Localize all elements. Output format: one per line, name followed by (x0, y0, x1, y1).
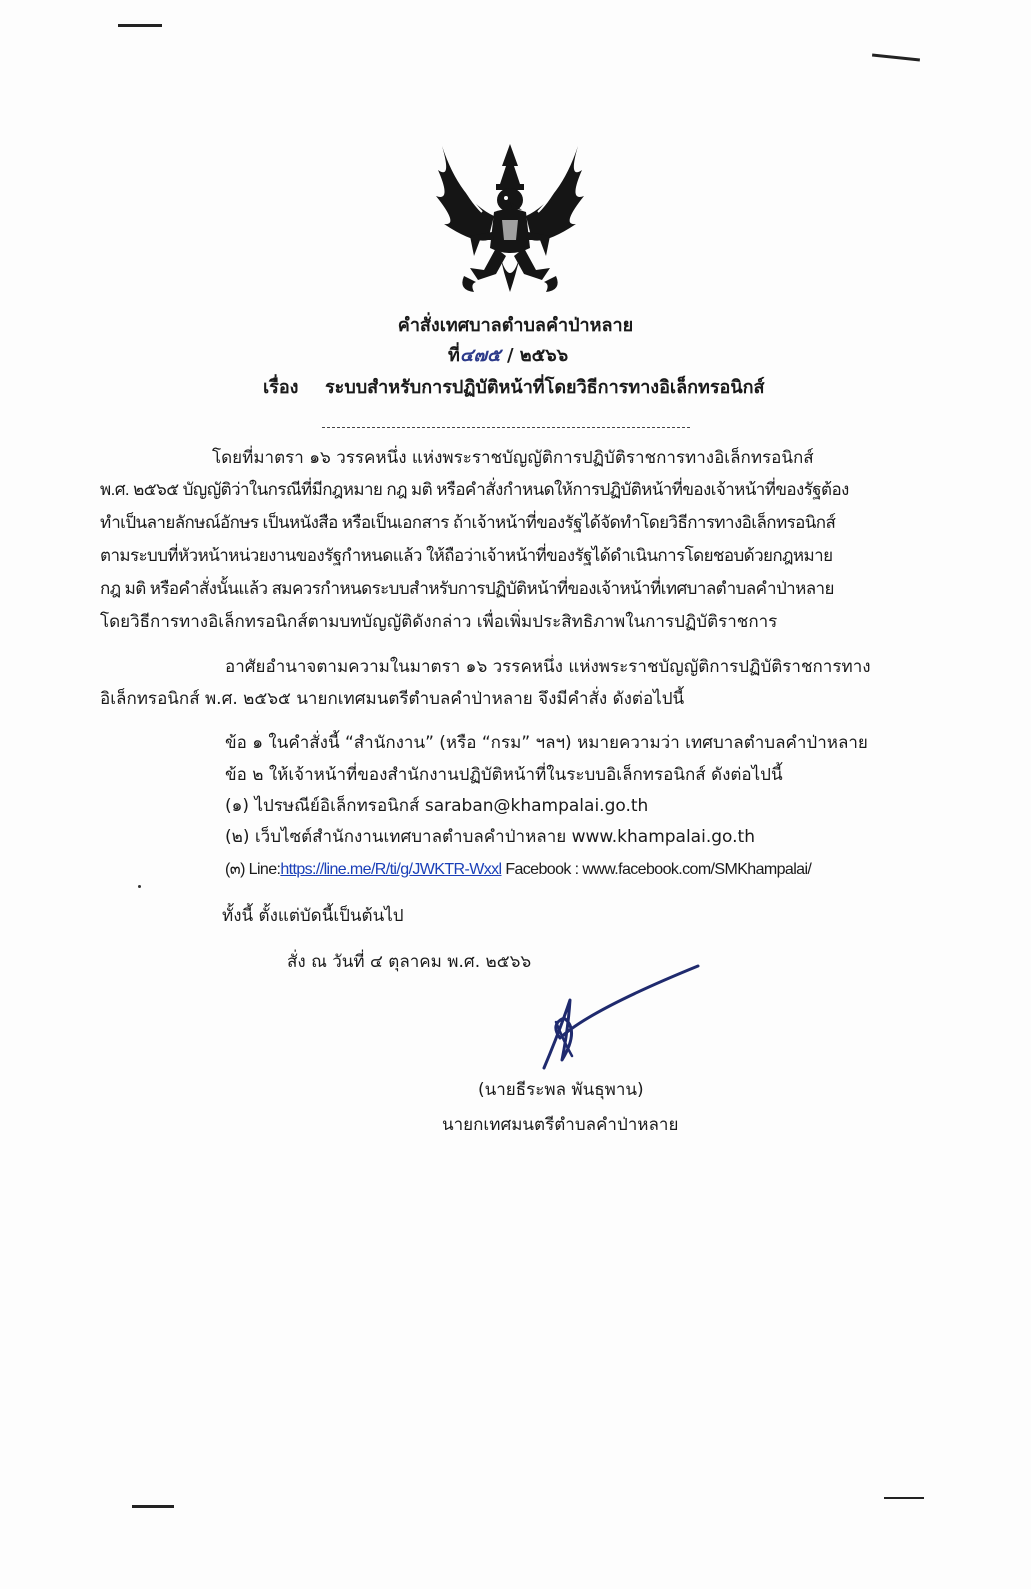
scan-mark-top-right (872, 53, 920, 61)
clause-2: ข้อ ๒ ให้เจ้าหน้าที่ของสำนักงานปฏิบัติหน้าที่ในระบบอิเล็กทรอนิกส์ ดังต่อไปนี้ (225, 765, 783, 785)
item-email: (๑) ไปรษณีย์อิเล็กทรอนิกส์ saraban@khampalai.go.th (225, 796, 649, 816)
para1-line-2: พ.ศ. ๒๕๖๕ บัญญัติว่าในกรณีที่มีกฎหมาย กฎ มติ หรือคำสั่งกำหนดให้การปฏิบัติหน้าที่ของเจ้าหน้าที่ของรัฐต้อง (100, 480, 849, 499)
subject-label: เรื่อง (263, 377, 299, 398)
signer-position: นายกเทศมนตรีตำบลคำป่าหลาย (442, 1115, 679, 1135)
line-group-link[interactable]: https://line.me/R/ti/g/JWKTR-Wxxl (280, 861, 502, 878)
clause-1: ข้อ ๑ ในคำสั่งนี้ “สำนักงาน” (หรือ “กรม” ฯลฯ) หมายความว่า เทศบาลตำบลคำป่าหลาย (225, 733, 868, 753)
handwritten-signature (520, 960, 720, 1080)
order-number-prefix: ที่ (448, 345, 460, 366)
scan-speck (138, 885, 141, 888)
para2-line-2: อิเล็กทรอนิกส์ พ.ศ. ๒๕๖๕ นายกเทศมนตรีตำบลคำป่าหลาย จึงมีคำสั่ง ดังต่อไปนี้ (100, 689, 685, 709)
scan-mark-bottom-left (132, 1505, 174, 1508)
order-number-handwritten: ๔๗๕ (459, 345, 501, 366)
subject-line (263, 376, 765, 400)
scan-mark-top-left (118, 24, 162, 27)
effective-statement: ทั้งนี้ ตั้งแต่บัดนี้เป็นต้นไป (222, 906, 404, 926)
para1-line-5: กฎ มติ หรือคำสั่งนั้นแล้ว สมควรกำหนดระบบสำหรับการปฏิบัติหน้าที่ของเจ้าหน้าที่เทศบาลตำบลคำป่าหลาย (100, 579, 834, 598)
para1-line-4: ตามระบบที่หัวหน้าหน่วยงานของรัฐกำหนดแล้ว ให้ถือว่าเจ้าหน้าที่ของรัฐได้ดำเนินการโดยชอบด้วยกฎหมาย (100, 546, 833, 565)
facebook-page-text: Facebook : www.facebook.com/SMKhampalai/ (501, 861, 812, 878)
item-social (225, 858, 811, 882)
title-divider (322, 427, 690, 428)
order-number (448, 344, 568, 368)
subject-text: ระบบสำหรับการปฏิบัติหน้าที่โดยวิธีการทางอิเล็กทรอนิกส์ (324, 377, 765, 398)
item-social-prefix: (๓) Line: (225, 861, 281, 878)
order-date: สั่ง ณ วันที่ ๔ ตุลาคม พ.ศ. ๒๕๖๖ (287, 952, 532, 972)
signer-name: (นายธีระพล พันธุพาน) (478, 1080, 644, 1100)
org-title: คำสั่งเทศบาลตำบลคำป่าหลาย (397, 315, 634, 336)
para1-line-3: ทำเป็นลายลักษณ์อักษร เป็นหนังสือ หรือเป็นเอกสาร ถ้าเจ้าหน้าที่ของรัฐได้จัดทำโดยวิธีการทางอิเล็กทรอนิกส์ (100, 513, 836, 532)
para1-line-6: โดยวิธีการทางอิเล็กทรอนิกส์ตามบทบัญญัติดังกล่าว เพื่อเพิ่มประสิทธิภาพในการปฏิบัติราชการ (100, 612, 778, 632)
para2-line-1: อาศัยอำนาจตามความในมาตรา ๑๖ วรรคหนึ่ง แห่งพระราชบัญญัติการปฏิบัติราชการทาง (225, 657, 871, 677)
scan-mark-bottom-right (884, 1497, 924, 1499)
garuda-emblem-icon (430, 140, 590, 300)
para1-line-1: โดยที่มาตรา ๑๖ วรรคหนึ่ง แห่งพระราชบัญญัติการปฏิบัติราชการทางอิเล็กทรอนิกส์ (212, 448, 814, 468)
item-website: (๒) เว็บไซต์สำนักงานเทศบาลตำบลคำป่าหลาย www.khampalai.go.th (225, 827, 755, 847)
order-number-suffix: / ๒๕๖๖ (506, 345, 569, 366)
